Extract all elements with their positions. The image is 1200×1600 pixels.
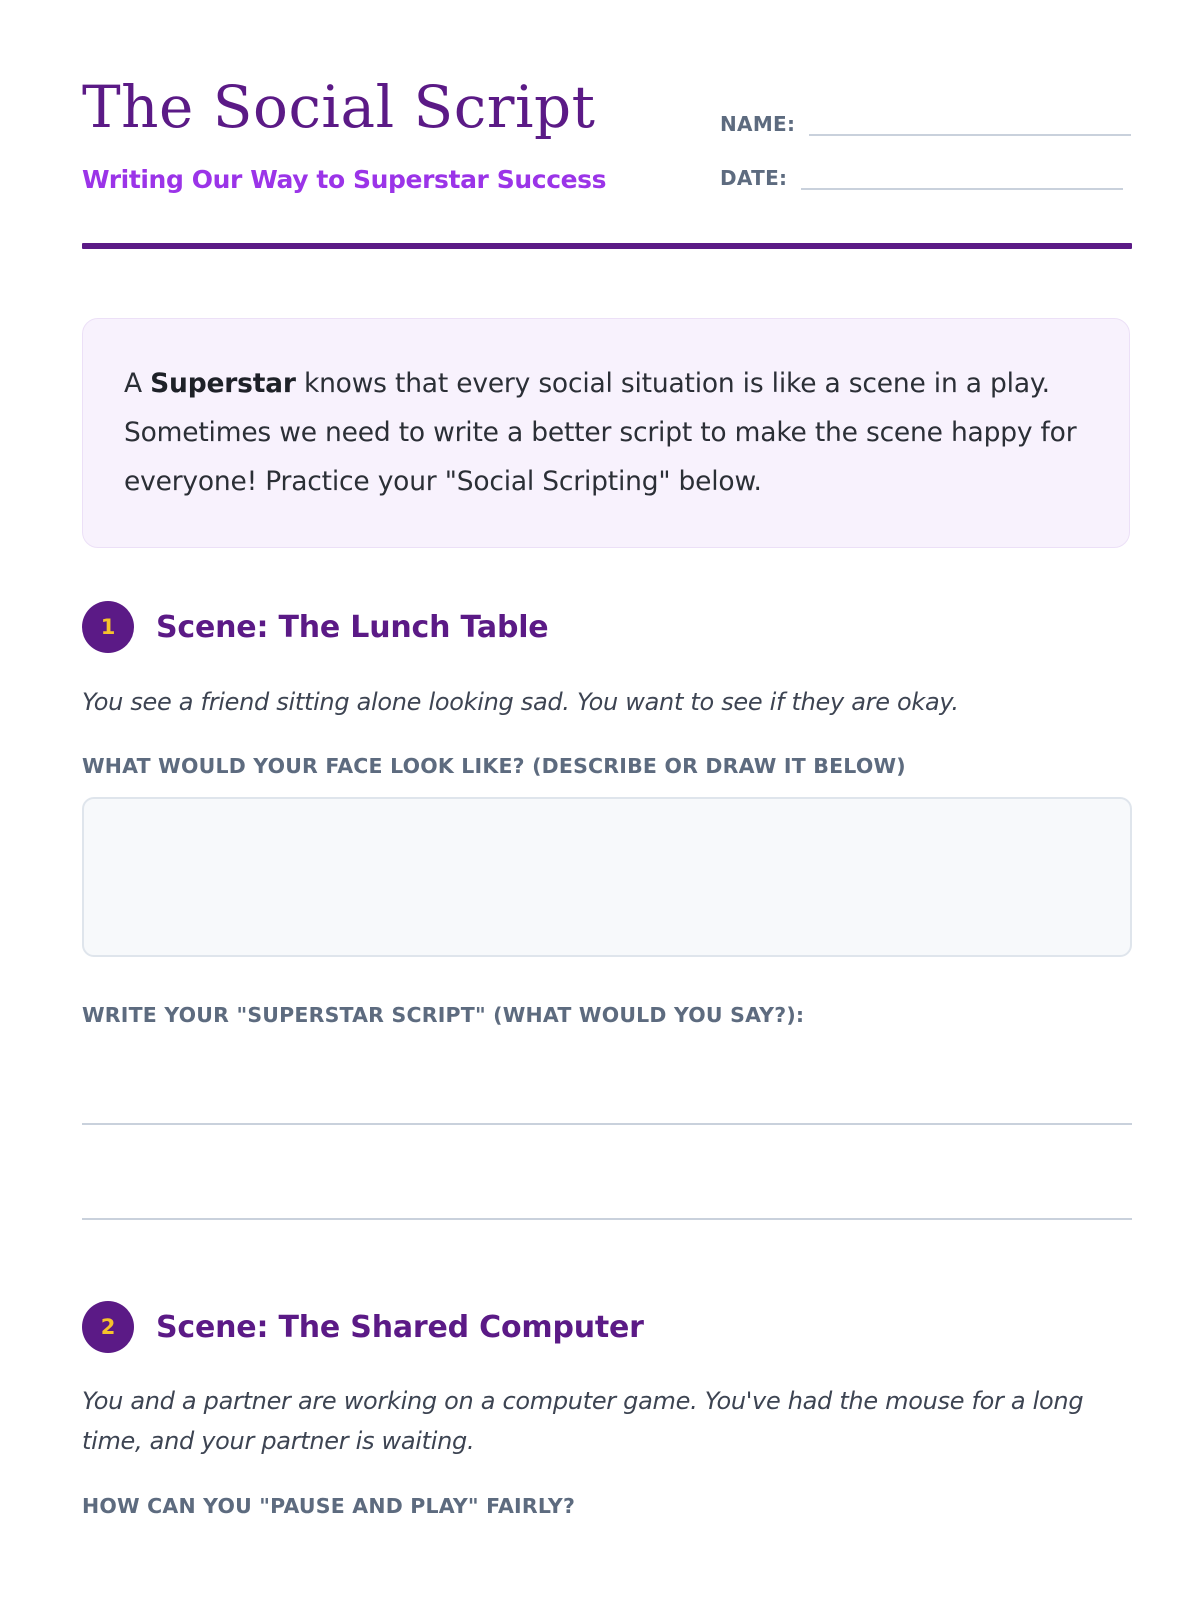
scene-2-title: Scene: The Shared Computer <box>156 1309 644 1345</box>
intro-highlight: Superstar <box>150 368 296 399</box>
header-divider <box>82 243 1132 249</box>
scene-2-prompt: HOW CAN YOU "PAUSE AND PLAY" FAIRLY? <box>82 1494 576 1518</box>
name-label: NAME: <box>720 112 796 136</box>
date-field <box>720 166 1123 190</box>
scene-1-answer-line-1[interactable] <box>82 1123 1132 1125</box>
scene-2-description: You and a partner are working on a computer game. You've had the mouse for a long time, and your partner is waiting. <box>82 1387 1084 1455</box>
worksheet-subtitle: Writing Our Way to Superstar Success <box>82 165 607 194</box>
name-field <box>720 112 1131 136</box>
worksheet-page <box>82 0 1132 1518</box>
scene-1-answer-line-2[interactable] <box>82 1218 1132 1220</box>
scene-1-script-prompt: WRITE YOUR "SUPERSTAR SCRIPT" (WHAT WOULD YOU SAY?): <box>82 1003 805 1027</box>
intro-text: knows that every social situation is like a scene in a play. Sometimes we need to write a better script to make the scene happy for everyone! Practice your "Social Scripting" below. <box>124 368 1077 497</box>
scene-1-face-answer-box[interactable] <box>82 797 1132 957</box>
scene-2-number-badge: 2 <box>82 1301 134 1353</box>
scene-1-title: Scene: The Lunch Table <box>156 609 549 645</box>
worksheet-header <box>82 0 1132 250</box>
intro-box <box>82 318 1130 548</box>
date-label: DATE: <box>720 166 788 190</box>
date-input-line[interactable] <box>801 188 1123 190</box>
intro-prefix: A <box>124 368 151 399</box>
scene-1-number-badge: 1 <box>82 601 134 653</box>
name-input-line[interactable] <box>809 134 1131 136</box>
scene-1-header <box>82 601 548 653</box>
worksheet-title: The Social Script <box>82 73 596 141</box>
scene-2-header <box>82 1301 644 1353</box>
scene-1-face-prompt: WHAT WOULD YOUR FACE LOOK LIKE? (DESCRIBE OR DRAW IT BELOW) <box>82 754 906 778</box>
scene-1-description: You see a friend sitting alone looking sad. You want to see if they are okay. <box>82 688 959 716</box>
